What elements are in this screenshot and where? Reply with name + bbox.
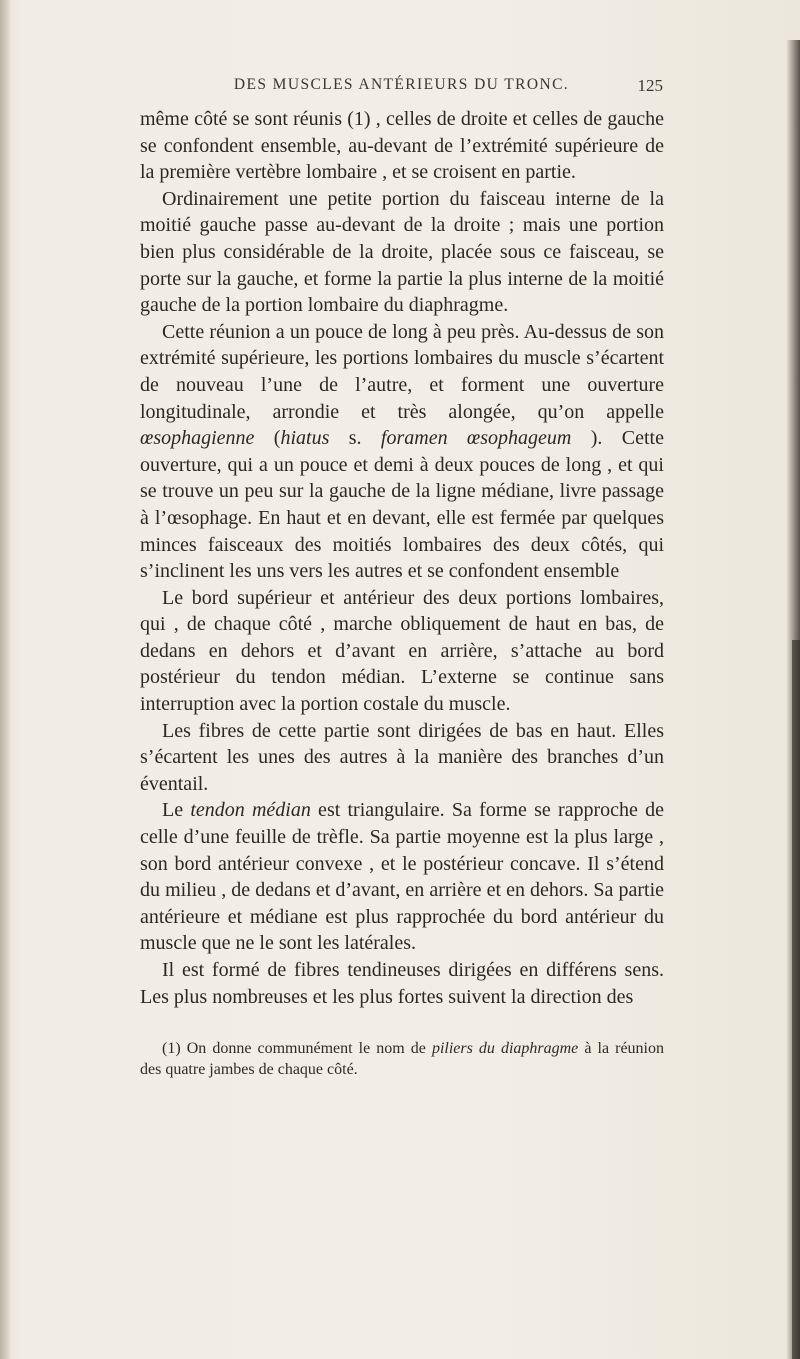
page-gutter-shadow bbox=[0, 0, 10, 1359]
italic-term: hiatus bbox=[280, 427, 330, 450]
page-edge-dark bbox=[792, 640, 800, 1359]
italic-term: tendon médian bbox=[190, 799, 311, 822]
text-run: s. bbox=[329, 427, 381, 450]
paragraph bbox=[140, 319, 664, 585]
text-run: même côté se sont réunis (1) , celles de droite et celles de gauche se confondent ensemble, au-devant de l’extrémité supérieure de la première vertèbre lombaire , et se croisent en partie. bbox=[140, 108, 664, 184]
paragraph bbox=[140, 585, 664, 718]
italic-term: foramen œsophageum bbox=[380, 427, 572, 450]
text-run: ( bbox=[254, 427, 281, 450]
text-run: ). Cette ouverture, qui a un pouce et demi à deux pouces de long , et qui se trouve un peu sur la gauche de la ligne médiane, livre passage à l’œsophage. En haut et en devant, elle est fermée par quelques minces faisceaux des moitiés lombaires des deux côtés, qui s’inclinent les uns vers les autres et se confondent ensemble bbox=[140, 427, 664, 583]
italic-term: piliers du diaphragme bbox=[431, 1040, 579, 1057]
italic-term: œsophagienne bbox=[140, 427, 255, 450]
paragraph bbox=[140, 797, 664, 957]
footnote bbox=[140, 1038, 664, 1080]
page-number: 125 bbox=[637, 76, 663, 95]
paragraph bbox=[140, 186, 664, 319]
paragraph bbox=[140, 718, 664, 798]
running-head: DES MUSCLES ANTÉRIEURS DU TRONC. bbox=[233, 76, 570, 93]
text-run: Les fibres de cette partie sont dirigées de bas en haut. Elles s’écartent les unes des autres à la manière des branches d’un éventail. bbox=[140, 719, 664, 795]
text-run: à la réunion des quatre jambes de chaque côté. bbox=[140, 1040, 664, 1078]
paragraph bbox=[140, 106, 664, 186]
text-run: est triangulaire. Sa forme se rapproche de celle d’une feuille de trèfle. Sa partie moyenne est la plus large , son bord antérieur convexe , et le postérieur concave. Il s’étend du milieu , de dedans et d’avant, en arrière et en dehors. Sa partie antérieure et médiane est plus rapprochée du bord antérieur du muscle que ne le sont les latérales. bbox=[140, 799, 664, 955]
text-run: Le bbox=[162, 799, 191, 822]
body-text bbox=[140, 106, 664, 1010]
text-run: (1) On donne communément le nom de bbox=[162, 1040, 432, 1057]
text-run: Le bord supérieur et antérieur des deux portions lombaires, qui , de chaque côté , marche obliquement de haut en bas, de dedans en dehors et d’avant en arrière, s’attache au bord postérieur du tendon médian. L’externe se continue sans interruption avec la portion costale du muscle. bbox=[140, 586, 664, 716]
text-run: Cette réunion a un pouce de long à peu près. Au-dessus de son extrémité supérieure, les portions lombaires du muscle s’écartent de nouveau l’une de l’autre, et forment une ouverture longitudinale, arrondie et très alongée, qu’on appelle bbox=[140, 320, 664, 423]
page-header bbox=[140, 76, 663, 98]
paragraph bbox=[140, 957, 664, 1010]
text-run: Il est formé de fibres tendineuses dirigées en différens sens. Les plus nombreuses et les plus fortes suivent la direction des bbox=[140, 959, 664, 1008]
text-run: Ordinairement une petite portion du faisceau interne de la moitié gauche passe au-devant de la droite ; mais une portion bien plus considérable de la droite, placée sous ce faisceau, se porte sur la gauche, et forme la partie la plus interne de la moitié gauche de la portion lombaire du diaphragme. bbox=[140, 187, 664, 317]
